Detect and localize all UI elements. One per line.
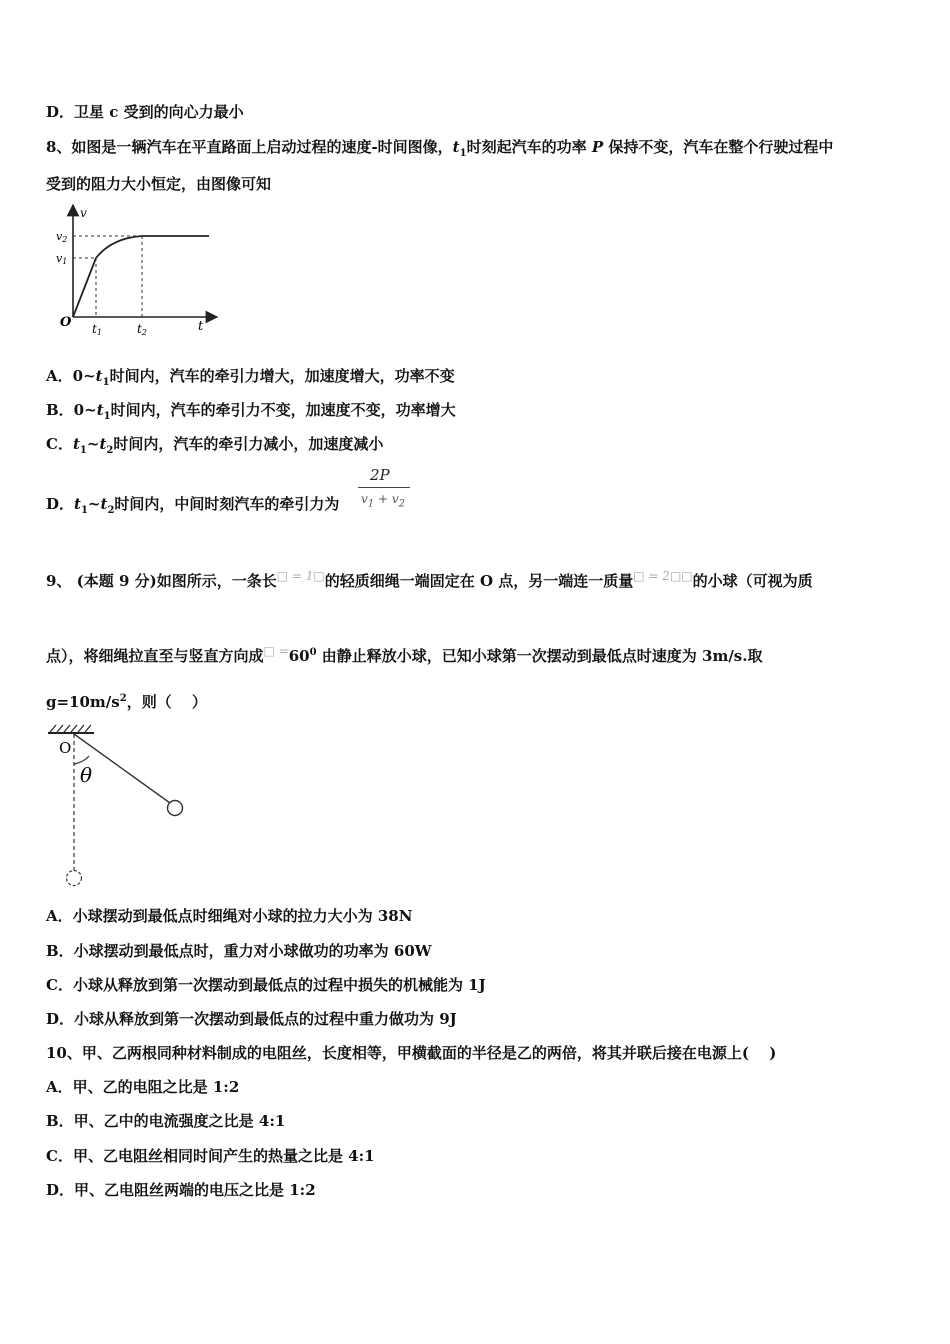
v-axis-label: v — [80, 206, 87, 220]
fraction-numerator: 2P — [370, 466, 390, 484]
q9-pendulum-figure — [44, 722, 194, 892]
q8-vt-graph — [52, 202, 232, 337]
q10-option-a: A．甲、乙的电阻之比是 1:2 — [46, 1078, 240, 1096]
q10-option-c: C．甲、乙电阻丝相同时间产生的热量之比是 4:1 — [46, 1147, 375, 1165]
ball-lowest-position — [67, 871, 82, 886]
v1-label: v1 — [56, 252, 68, 266]
q7-option-d: D．卫星 c 受到的向心力最小 — [46, 103, 244, 121]
theta-label: θ — [80, 763, 93, 787]
ball — [168, 801, 183, 816]
q10-stem: 10、甲、乙两根同种材料制成的电阻丝，长度相等，甲横截面的半径是乙的两倍，将其并联后接在电源上( ) — [46, 1044, 777, 1062]
ceiling-hatch — [50, 725, 91, 732]
q10-option-b: B．甲、乙中的电流强度之比是 4:1 — [46, 1112, 286, 1130]
mass-formula-placeholder: □ = 2□□ — [633, 569, 693, 583]
q8-option-a: A．$0\sim t_1$时间内，汽车的牵引力增大，加速度增大，功率不变 — [46, 367, 455, 388]
q9-stem-line1: 9、 (本题 9 分)如图所示，一条长□ = 1□的轻质细绳一端固定在 O 点，另一端连一质量□ = 2□□的小球（可视为质 — [46, 566, 813, 591]
v2-label: v2 — [56, 230, 68, 244]
theta-formula-placeholder: □ = — [263, 644, 289, 658]
t-axis-label: t — [198, 319, 204, 334]
q8-option-c: C．$t_1\sim t_2$时间内，汽车的牵引力减小，加速度减小 — [46, 435, 384, 456]
fraction-denominator: $v_1 + v_2$ — [361, 492, 405, 510]
q8-option-b: B．$0\sim t_1$时间内，汽车的牵引力不变，加速度不变，功率增大 — [46, 401, 456, 422]
pivot-o-label: O — [59, 739, 72, 757]
length-formula-placeholder: □ = 1□ — [276, 569, 325, 583]
q8-stem-line1: 8、如图是一辆汽车在平直路面上启动过程的速度-时间图像，$t_1$时刻起汽车的功率 P 保持不变，汽车在整个行驶过程中 — [46, 138, 834, 159]
q9-stem-line3: $g=10m/s^2$，则（ ） — [46, 693, 207, 711]
q9-stem-line2: 点），将细绳拉直至与竖直方向成□ $=60^0$ 由静止释放小球，已知小球第一次摆动到最低点时速度为 3m/s.取 — [46, 641, 762, 666]
vt-curve — [73, 236, 209, 317]
fraction-bar — [358, 487, 410, 488]
t1-label: t1 — [92, 322, 102, 337]
q9-option-c: C．小球从释放到第一次摆动到最低点的过程中损失的机械能为 1J — [46, 976, 486, 994]
t2-label: t2 — [137, 322, 147, 337]
q8-option-d-fraction — [358, 466, 414, 518]
q9-option-b: B．小球摆动到最低点时，重力对小球做功的功率为 60W — [46, 942, 432, 960]
q9-option-d: D．小球从释放到第一次摆动到最低点的过程中重力做功为 9J — [46, 1010, 457, 1028]
q9-option-a: A．小球摆动到最低点时细绳对小球的拉力大小为 38N — [46, 907, 413, 925]
origin-label: O — [60, 315, 72, 330]
q10-option-d: D．甲、乙电阻丝两端的电压之比是 1:2 — [46, 1181, 316, 1199]
q8-option-d: D．$t_1\sim t_2$时间内，中间时刻汽车的牵引力为 — [46, 495, 340, 516]
q8-stem-line2: 受到的阻力大小恒定，由图像可知 — [46, 175, 272, 193]
